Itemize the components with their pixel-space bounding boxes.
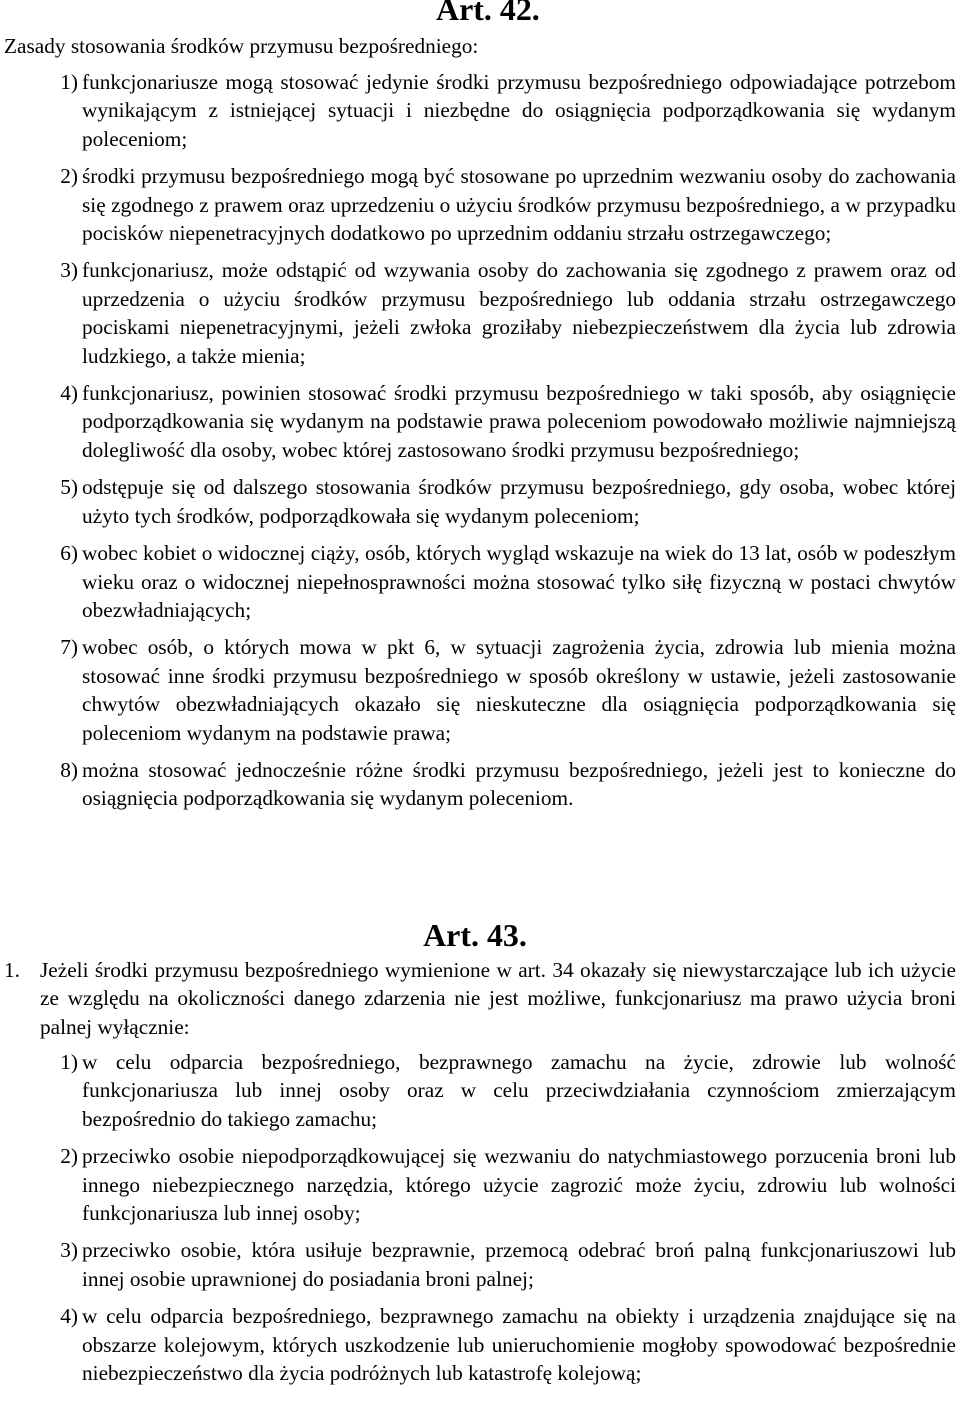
list-item xyxy=(0,1302,956,1387)
item-number: 6) xyxy=(60,541,78,566)
item-text: funkcjonariusze mogą stosować jedynie środki przymusu bezpośredniego odpowiadające potrzebom wynikającym z istniejącej sytuacji i niezbędne do osiągnięcia podporządkowania się wydanym poleceniom; xyxy=(82,70,956,151)
item-text: odstępuje się od dalszego stosowania środków przymusu bezpośredniego, gdy osoba, wobec której użyto tych środków, podporządkowała się wydanym poleceniom; xyxy=(82,475,956,528)
item-number: 3) xyxy=(60,258,78,283)
list-item xyxy=(0,756,956,813)
item-number: 2) xyxy=(60,1144,78,1169)
item-number: 5) xyxy=(60,475,78,500)
item-text: przeciwko osobie niepodporządkowującej się wezwaniu do natychmiastowego porzucenia broni lub innego niebezpiecznego narzędzia, którego użycie zagrozić może życiu, zdrowiu lub wolności funkcjonariusza lub innej osoby; xyxy=(82,1144,956,1226)
item-text: funkcjonariusz, powinien stosować środki przymusu bezpośredniego w taki sposób, aby osiągnięcie podporządkowania się wydanym na podstawie prawa poleceniom powodowało możliwie najmniejszą dolegliwość dla osoby, wobec której zastosowano środki przymusu bezpośredniego; xyxy=(82,381,956,462)
item-text: w celu odparcia bezpośredniego, bezprawnego zamachu na życie, zdrowie lub wolność funkcjonariusza lub innej osoby oraz w celu przeciwdziałania czynnościom zmierzającym bezpośrednio do takiego zamachu; xyxy=(82,1050,956,1131)
list-item xyxy=(0,162,956,247)
list-item xyxy=(0,1236,956,1293)
article-42-heading: Art. 42. xyxy=(436,0,540,27)
list-item xyxy=(0,1142,956,1227)
item-text: przeciwko osobie, która usiłuje bezprawnie, przemocą odebrać broń palną funkcjonariuszowi lub innej osobie uprawnionej do posiadania broni palnej; xyxy=(82,1238,956,1291)
list-item xyxy=(0,256,956,370)
article-43-paragraph-1 xyxy=(4,956,956,1041)
item-text: funkcjonariusz, może odstąpić od wzywania osoby do zachowania się zgodnego z prawem oraz od uprzedzenia o użyciu środków przymusu bezpośredniego lub oddania strzału ostrzegawczego pociskami niepenetracyjnymi, jeżeli zwłoka groziłaby niebezpieczeństwem dla życia lub zdrowia ludzkiego, a także mienia; xyxy=(82,258,956,368)
list-item xyxy=(0,1048,956,1133)
item-number: 4) xyxy=(60,1304,78,1329)
list-item xyxy=(0,633,956,747)
item-number: 1) xyxy=(60,70,78,94)
item-number: 4) xyxy=(60,381,78,406)
list-item xyxy=(0,473,956,530)
item-number: 7) xyxy=(60,635,78,660)
item-text: można stosować jednocześnie różne środki przymusu bezpośredniego, jeżeli jest to konieczne do osiągnięcia podporządkowania się wydanym poleceniom. xyxy=(82,757,956,811)
item-number: 3) xyxy=(60,1238,78,1263)
paragraph-number: 1. xyxy=(4,958,20,982)
article-43-list xyxy=(0,1048,956,1396)
item-number: 2) xyxy=(60,164,78,189)
article-43-heading: Art. 43. xyxy=(423,918,527,953)
item-text: wobec osób, o których mowa w pkt 6, w sytuacji zagrożenia życia, zdrowia lub mienia można stosować inne środki przymusu bezpośredniego w sposób określony w ustawie, jeżeli zastosowanie chwytów obezwładniających okazało się nieskuteczne dla osiągnięcia podporządkowania się poleceniom wydanym na podstawie prawa; xyxy=(82,635,956,745)
item-number: 1) xyxy=(60,1050,78,1074)
item-number: 8) xyxy=(60,757,78,782)
list-item xyxy=(0,379,956,464)
list-item xyxy=(0,539,956,624)
article-42-list xyxy=(0,68,956,822)
item-text: wobec kobiet o widocznej ciąży, osób, których wygląd wskazuje na wiek do 13 lat, osób w podeszłym wieku oraz o widocznej niepełnosprawności można stosować tylko siłę fizyczną w postaci chwytów obezwładniających; xyxy=(82,541,956,622)
item-text: w celu odparcia bezpośredniego, bezprawnego zamachu na obiekty i urządzenia znajdujące się na obszarze kolejowym, których uszkodzenie lub unieruchomienie mogłoby spowodować bezpośrednie niebezpieczeństwo dla życia podróżnych lub katastrofę kolejową; xyxy=(82,1304,956,1386)
item-text: środki przymusu bezpośredniego mogą być stosowane po uprzednim wezwaniu osoby do zachowania się zgodnego z prawem oraz uprzedzeniu o użyciu środków przymusu bezpośredniego, a w przypadku pocisków niepenetracyjnych dodatkowo po uprzednim oddaniu strzału ostrzegawczego; xyxy=(82,164,956,246)
list-item xyxy=(0,68,956,153)
paragraph-text: Jeżeli środki przymusu bezpośredniego wymienione w art. 34 okazały się niewystarczające lub ich użycie ze względu na okoliczności danego zdarzenia nie jest możliwe, funkcjonariusz ma prawo użycia broni palnej wyłącznie: xyxy=(40,958,956,1039)
article-42-intro: Zasady stosowania środków przymusu bezpośredniego: xyxy=(4,34,479,58)
